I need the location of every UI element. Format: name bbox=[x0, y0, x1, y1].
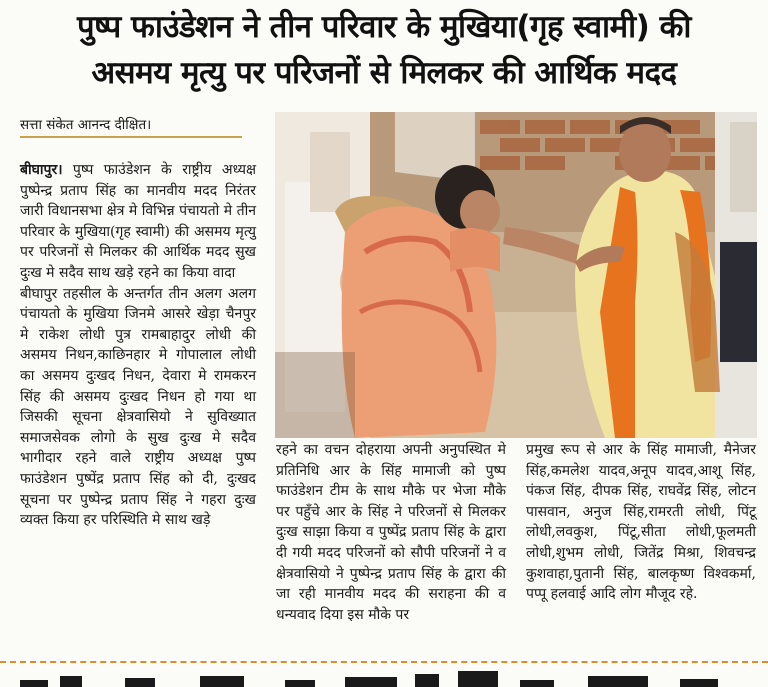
section-separator bbox=[0, 661, 768, 663]
article-paragraph-1 bbox=[20, 160, 256, 284]
cropped-headline-fragments bbox=[0, 668, 768, 687]
byline: सत्ता संकेत आनन्द दीक्षित। bbox=[20, 117, 152, 133]
news-photo bbox=[275, 112, 757, 438]
photo-illustration bbox=[275, 112, 757, 438]
article-column-1 bbox=[20, 160, 256, 531]
article-column-2: रहने का वचन दोहराया अपनी अनुपस्थित मे प्रतिनिधि आर के सिंह मामाजी को पुष्प फाउंडेशन टीम के साथ मौके पर भेजा मौके पर पहुँचे आर के सिंह ने परिजनों से मिलकर दुःख साझा किया व पुष्पेंद्र प्रताप सिंह के द्वारा दी गयी मदद परिजनों को सौपी परिजनों ने व क्षेत्रवासियो ने पुष्पेन्द्र प्रताप सिंह के द्वारा की जा रही मानवीय मदद की सराहना की व धन्यवाद दिया इस मौके पर bbox=[276, 442, 506, 623]
next-article-cropped bbox=[0, 668, 768, 687]
headline-line-1: पुष्प फाउंडेशन ने तीन परिवार के मुखिया(गृह स्वामी) की bbox=[77, 9, 691, 45]
article-paragraph-2: बीघापुर तहसील के अन्तर्गत तीन अलग अलग पंचायतो के मुखिया जिनमे आसरे खेड़ा चैनपुर मे राकेश लोधी पुत्र रामबाहादुर लोधी की असमय निधन,काछिनहार मे गोपालाल लोधी का असमय दुःखद निधन, देवारा मे रामकरन सिंह की असमय दुःखद निधन हो गया था जिसकी सूचना क्षेत्रवासियो ने सुविख्यात समाजसेवक लोगो के सुख दुःख मे सदैव भागीदार रहने वाले राष्ट्रीय अध्यक्ष पुष्प फाउंडेशन पुष्पेंद्र प्रताप सिंह को दी, दुःखद सूचना पर पुष्पेन्द्र प्रताप सिंह ने गहरा दुःख व्यक्त किया हर परिस्थिति मे साथ खड़े bbox=[20, 285, 256, 529]
dateline: बीघापुर। bbox=[20, 162, 63, 178]
headline-line-2: असमय मृत्यु पर परिजनों से मिलकर की आर्थिक मदद bbox=[91, 55, 677, 91]
paragraph-1-text: पुष्प फाउंडेशन के राष्ट्रीय अध्यक्ष पुष्पेन्द्र प्रताप सिंह का मानवीय मदद निरंतर जारी विधानसभा क्षेत्र मे विभिन्न पंचायतो मे तीन परिवार के मुखिया(गृह स्वामी) की असमय मृत्यु पर परिजनों से मिलकर की आर्थिक मदद सुख दुःख मे सदैव साथ खड़े रहने का किया वादा bbox=[20, 162, 256, 281]
headline bbox=[0, 4, 768, 96]
article-column-3: प्रमुख रूप से आर के सिंह मामाजी, मैनेजर सिंह,कमलेश यादव,अनूप यादव,आशू सिंह, पंकज सिंह, दीपक सिंह, राघवेंद्र सिंह, लोटन पासवान, अनुज सिंह,रामरती लोधी, पिंटू लोधी,लवकुश, पिंटू,सीता लोधी,फूलमती लोधी,शुभम लोधी, जितेंद्र मिश्रा, शिवचन्द्र कुशवाहा,पुतानी सिंह, बालकृष्ण विश्वकर्मा, पप्पू हलवाई आदि लोग मौजूद रहे. bbox=[526, 442, 756, 603]
byline-rule bbox=[20, 136, 242, 138]
